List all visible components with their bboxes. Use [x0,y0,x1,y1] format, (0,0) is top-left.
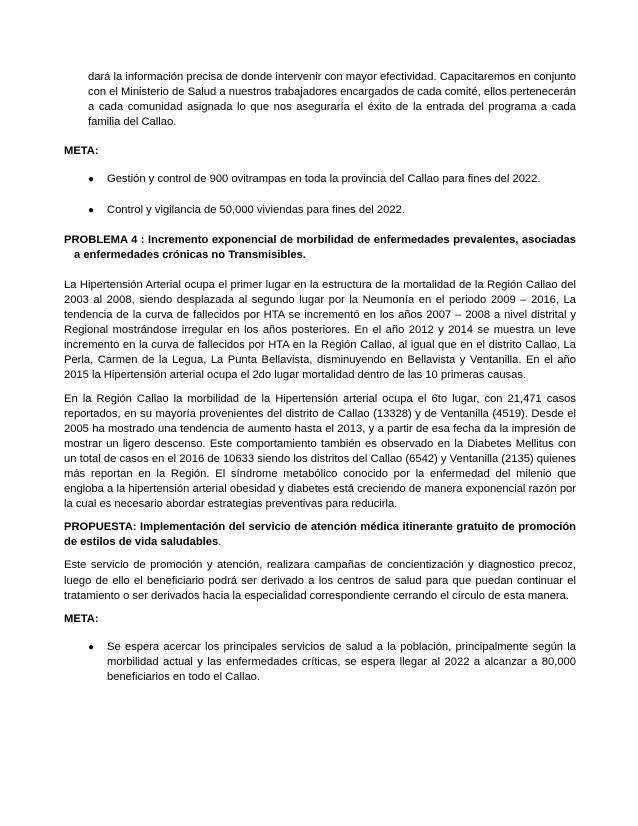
list-item [64,203,576,218]
problem-4-paragraph-2: En la Región Callao la morbilidad de la Hipertensión arterial ocupa el 6to lugar, con 21,471 casos reportados, en su mayoría provenientes del distrito de Callao (13328) y de Ventanilla (4519). Desde el 2005 ha mostrado una tendencia de aumento hasta el 2013, y a partir de esa fecha da la impresión de mostrar un ligero descenso. Este comportamiento también es observado en la Diabetes Mellitus con un total de casos en el 2016 de 10633 siendo los distritos del Callao (6542) y Ventanilla (2135) quienes más reportan en la Región. El síndrome metabólico conocido por la enfermedad del milenio que engloba a la hipertensión arterial obesidad y diabetes está creciendo de manera exponencial razón por la cual es necesario abordar estrategias preventivas para reducirla. [64,392,576,511]
meta-list-2 [64,640,576,685]
meta-item-text: Se espera acercar los principales servicios de salud a la población, principalmente según la morbilidad actual y las enfermedades críticas, se espera llegar al 2022 a alcanzar a 80,000 beneficiarios en todo el Callao. [107,640,576,683]
document-page [64,70,576,685]
continuation-paragraph: dará la información precisa de donde intervenir con mayor efectividad. Capacitaremos en conjunto con el Ministerio de Salud a nuestros trabajadores encargados de cada comité, ellos pertenecerán a cada comunidad asignada lo que nos aseguraría el éxito de la entrada del programa a cada familia del Callao. [88,71,576,129]
meta-item-text: Gestión y control de 900 ovitrampas en toda la provincia del Callao para fines del 2022. [107,173,541,186]
list-item [64,172,576,187]
meta-label-1: META: [64,145,99,158]
bullet-icon: ● [88,204,95,216]
bullet-icon: ● [88,641,95,653]
proposal-title-end: . [218,536,222,549]
meta-item-text: Control y vigilancia de 50,000 viviendas para fines del 2022. [107,203,405,216]
bullet-icon: ● [88,174,95,186]
meta-label-2: META: [64,612,99,625]
problem-4-paragraph-1: La Hipertensión Arterial ocupa el primer lugar en la estructura de la mortalidad de la Región Callao del 2003 al 2008, siendo desplazada al segundo lugar por la Neumonía en el periodo 2009 – 2016, La tendencia de la curva de fallecidos por HTA se incrementó en los años 2007 – 2008 a nivel distrital y Regional mostrándose irregular en los años posteriores. En el año 2012 y 2014 se muestra un leve incremento en la curva de fallecidos por HTA en la Región Callao, al igual que en el distrito Callao, La Perla, Carmen de la Legua, La Punta Bellavista, disminuyendo en Bellavista y Ventanilla. En el año 2015 la Hipertensión arterial ocupa el 2do lugar mortalidad dentro de las 10 primeras causas. [64,278,576,382]
list-item [64,640,576,685]
proposal-title-text: PROPUESTA: Implementación del servicio de atención médica itinerante gratuito de promoción de estilos de vida saludables [64,521,576,549]
meta-list-1 [64,172,576,217]
problem-4-title: PROBLEMA 4 : Incremento exponencial de morbilidad de enfermedades prevalentes, asociadas a enfermedades crónicas no Transmisibles. [64,233,576,261]
proposal-title [64,520,576,550]
proposal-paragraph: Este servicio de promoción y atención, realizara campañas de concientización y diagnostico precoz, luego de ello el beneficiario podrá ser derivado a los centros de salud para que puedan continuar el tratamiento o ser derivados hacia la especialidad correspondiente cerrando el círculo de esta manera. [64,559,576,602]
